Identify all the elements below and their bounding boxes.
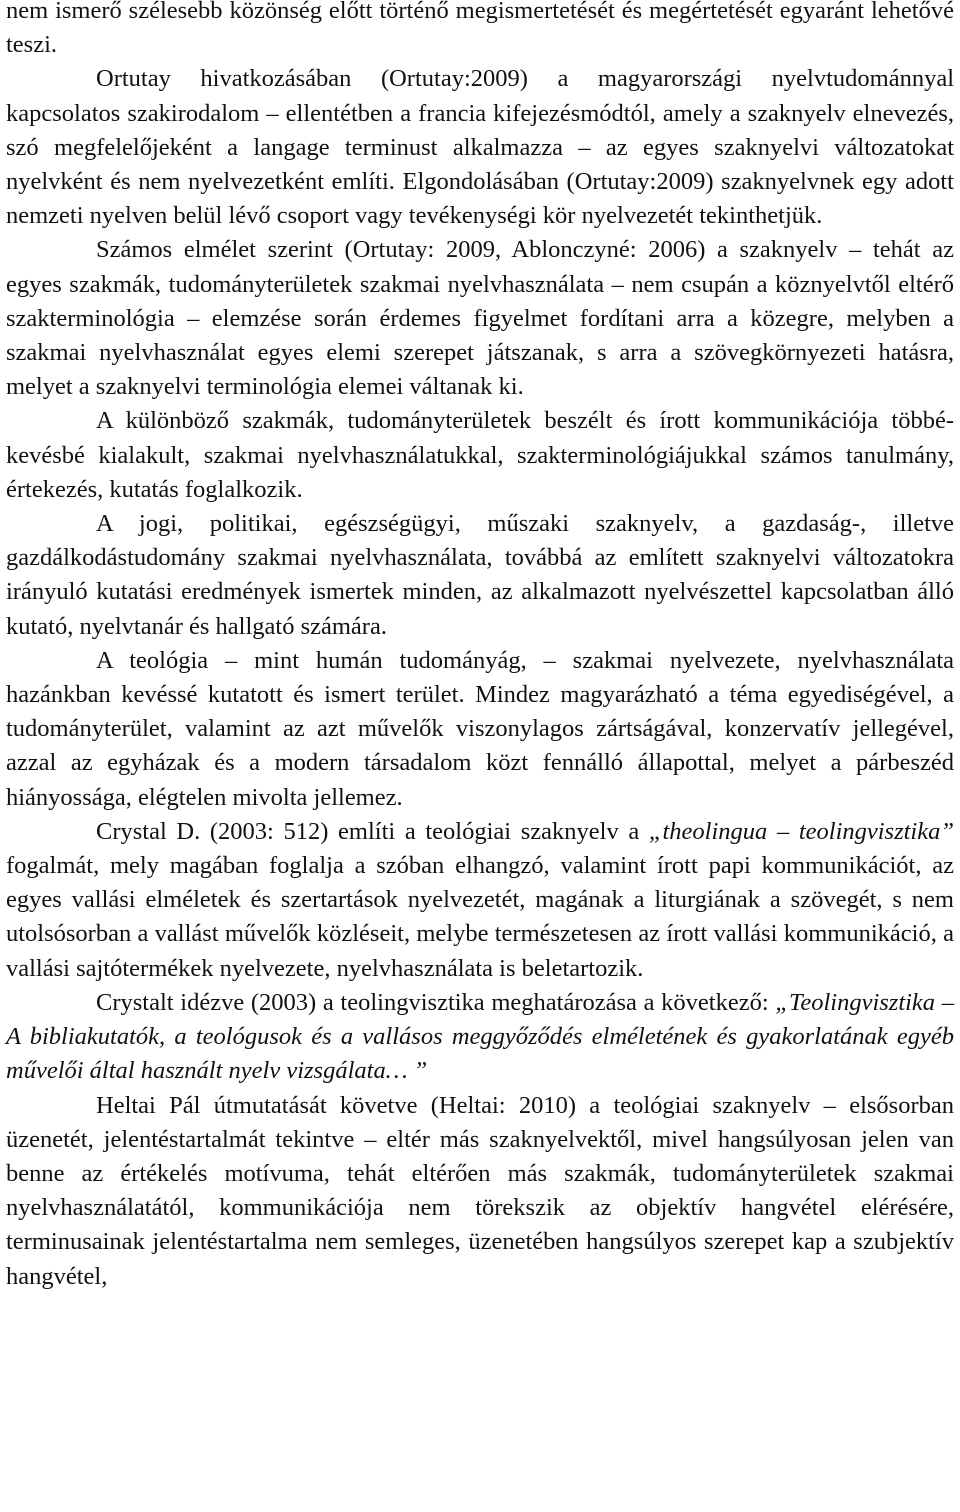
paragraph-crystal-before: Crystal D. (2003: 512) említi a teológiai szaknyelv a [96,817,649,845]
paragraph-crystalt-idezve [6,986,954,1089]
paragraph-crystal-after: fogalmát, mely magában foglalja a szóban elhangzó, valamint írott papi kommunikációt, az egyes vallási elméletek és szertartások nyelvezetét, magának a liturgiának a szövegét, s nem utolsósorban a vallást művelők közléseit, melybe természetesen az írott vallási kommunikáció, a vallási sajtótermékek nyelvezete, nyelvhasználata is beletartozik. [6,852,954,982]
paragraph-heltai: Heltai Pál útmutatását követve (Heltai: 2010) a teológiai szaknyelv – elsősorban üzenetét, jelentéstartalmát tekintve – eltér más szaknyelvektől, mivel hangsúlyosan jelen van benne az értékelés motívuma, tehát eltérően más szakmák, tudományterületek szakmai nyelvhasználatától, kommunikációja nem törekszik az objektív hangvétel elérésére, terminusainak jelentéstartalma nem semleges, üzenetében hangsúlyos szerepet kap a szubjektív hangvétel, [6,1091,954,1290]
paragraph-szamos-elmelet: Számos elmélet szerint (Ortutay: 2009, Ablonczyné: 2006) a szaknyelv – tehát az egyes szakmák, tudományterületek szakmai nyelvhasználata – nem csupán a köznyelvtől eltérő szakterminológia – elemzése során érdemes figyelmet fordítani arra a közegre, melyben a szakmai nyelvhasználat egyes elemi szerepet játszanak, s arra a szövegkörnyezeti hatásra, melyet a szaknyelvi terminológia elemei váltanak ki. [6,236,954,401]
paragraph-crystalt-quote: „Teolingvisztika – A bibliakutatók, a teológusok és a vallásos meggyőződés elméletének és gyakorlatának egyéb művelői által használt nyelv vizsgálata… ” [6,988,954,1085]
paragraph-crystalt-before: Crystalt idézve (2003) a teolingvisztika meghatározása a következő: [96,988,776,1016]
paragraph-ortutay: Ortutay hivatkozásában (Ortutay:2009) a magyarországi nyelvtudománnyal kapcsolatos szakirodalom – ellentétben a francia kifejezésmódtól, amely a szaknyelv elnevezés, szó megfelelőjeként a langage terminust alkalmazza – az egyes szaknyelvi változatokat nyelvként és nem nyelvezetként említi. Elgondolásában (Ortutay:2009) szaknyelvnek egy adott nemzeti nyelven belül lévő csoport vagy tevékenységi kör nyelvezetét tekinthetjük. [6,65,954,230]
paragraph-continuation: nem ismerő szélesebb közönség előtt történő megismertetését és megértetését egyaránt lehetővé teszi. [6,0,954,59]
paragraph-kulonbozo-szakmak: A különböző szakmák, tudományterületek beszélt és írott kommunikációja többé-kevésbé kialakult, szakmai nyelvhasználatukkal, szakterminológiájukkal számos tanulmány, értekezés, kutatás foglalkozik. [6,407,954,503]
paragraph-jogi-politikai: A jogi, politikai, egészségügyi, műszaki szaknyelv, a gazdaság-, illetve gazdálkodástudomány szakmai nyelvhasználata, továbbá az említett szaknyelvi változatokra irányuló kutatási eredmények ismertek minden, az alkalmazott nyelvészettel kapcsolatban álló kutató, nyelvtanár és hallgató számára. [6,510,954,640]
paragraph-teologia: A teológia – mint humán tudományág, – szakmai nyelvezete, nyelvhasználata hazánkban kevéssé kutatott és ismert terület. Mindez magyarázható a téma egyediségével, a tudományterület, valamint az azt művelők viszonylagos zártságával, konzervatív jellegével, azzal az egyházak és a modern társadalom közt fennálló állapottal, melyet a párbeszéd hiányossága, elégtelen mivolta jellemez. [6,646,954,811]
paragraph-crystal-italic: „theolingua – teolingvisztika” [648,817,954,845]
paragraph-crystal [6,815,954,986]
